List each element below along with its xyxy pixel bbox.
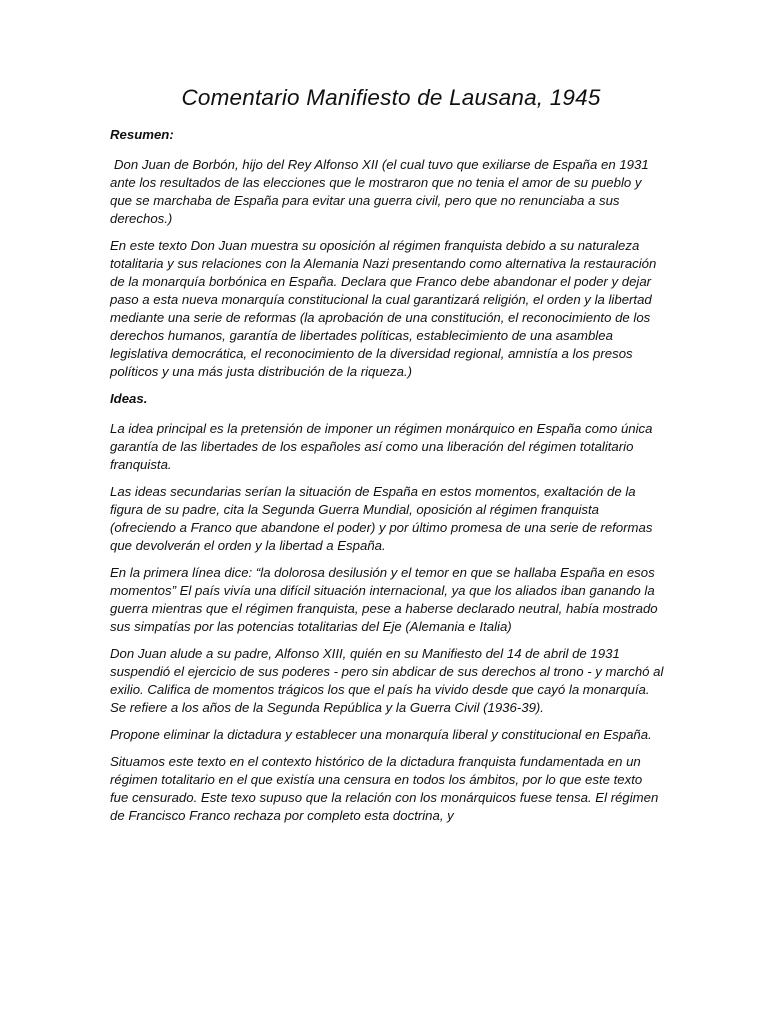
section-heading-resumen: Resumen: [110,127,174,142]
paragraph: Propone eliminar la dictadura y establecer una monarquía liberal y constitucional en España. [110,727,652,742]
section-heading-ideas: Ideas. [110,391,148,406]
paragraph: En la primera línea dice: “la dolorosa desilusión y el temor en que se hallaba España en esos momentos” El país vivía una difícil situación internacional, ya que los aliados iban ganando la guerra mientras que el régimen franquista, pese a haberse declarado neutral, había mostrado sus simpatías por las potencias totalitarias del Eje (Alemania e Italia) [110,565,658,634]
paragraph: Las ideas secundarias serían la situación de España en estos momentos, exaltación de la figura de su padre, cita la Segunda Guerra Mundial, oposición al régimen franquista (ofreciendo a Franco que abandone el poder) y por último promesa de una serie de reformas que devolverán el orden y la libertad a España. [110,484,653,553]
paragraph: En este texto Don Juan muestra su oposición al régimen franquista debido a su naturaleza totalitaria y sus relaciones con la Alemania Nazi presentando como alternativa la restauración de la monarquía borbónica en España. Declara que Franco debe abandonar el poder y dejar paso a esta nueva monarquía constitucional la cual garantizará religión, el orden y la libertad mediante una serie de reformas (la aprobación de una constitución, el reconocimiento de los derechos humanos, garantía de libertades políticas, establecimiento de una asamblea legislativa democrática, el reconocimiento de la diversidad regional, amnistía a los presos políticos y una más justa distribución de la riqueza.) [110,238,657,379]
paragraph: Don Juan alude a su padre, Alfonso XIII, quién en su Manifiesto del 14 de abril de 1931 suspendió el ejercicio de sus poderes - pero sin abdicar de sus derechos al trono - y marchó al exilio. Califica de momentos trágicos los que el país ha vivido desde que cayó la monarquía. Se refiere a los años de la Segunda República y la Guerra Civil (1936-39). [110,646,664,715]
document-title: Comentario Manifiesto de Lausana, 1945 [181,85,601,110]
paragraph: La idea principal es la pretensión de imponer un régimen monárquico en España como única garantía de las libertades de los españoles así como una liberación del régimen totalitario franquista. [110,421,653,472]
paragraph: Situamos este texto en el contexto histórico de la dictadura franquista fundamentada en un régimen totalitario en el que existía una censura en todos los ámbitos, por lo que este texto fue censurado. Este texo supuso que la relación con los monárquicos fuese tensa. El régimen de Francisco Franco rechaza por completo esta doctrina, y [110,754,659,823]
paragraph: Don Juan de Borbón, hijo del Rey Alfonso XII (el cual tuvo que exiliarse de España en 1931 ante los resultados de las elecciones que le mostraron que no tenia el amor de su pueblo y que se marchaba de España para evitar una guerra civil, pero que no renunciaba a sus derechos.) [110,157,649,226]
